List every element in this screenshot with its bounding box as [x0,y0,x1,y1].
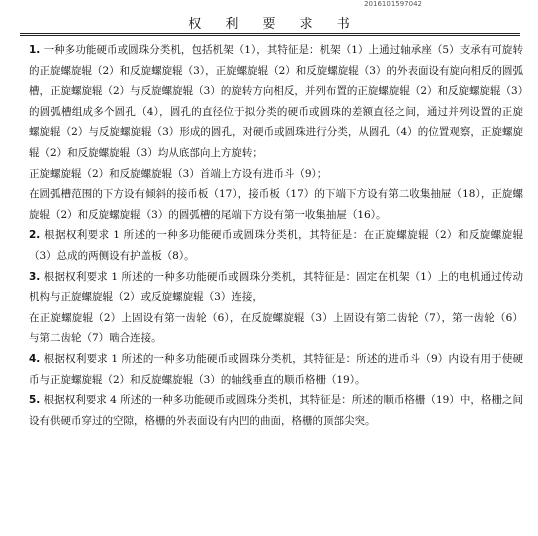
claim-number: 5. [29,394,41,407]
claim-5 [29,390,523,431]
claim-text: 在正旋螺旋辊（2）上固设有第一齿轮（6），在反旋螺旋辊（3）上固设有第二齿轮（7），第一齿轮（6）与第二齿轮（7）啮合连接。 [29,311,523,345]
claim-text: 根据权利要求 1 所述的一种多功能硬币或圆珠分类机，其特征是：所述的进币斗（9）内设有用于使硬币与正旋螺旋辊（2）和反旋螺旋辊（3）的轴线垂直的顺币格栅（19）。 [29,352,523,386]
claim-text: 一种多功能硬币或圆珠分类机，包括机架（1），其特征是：机架（1）上通过轴承座（5）支承有可旋转的正旋螺旋辊（2）和反旋螺旋辊（3），正旋螺旋辊（2）和反旋螺旋辊（3）的外表面设有旋向相反的圆弧槽，正旋螺旋辊（2）与反旋螺旋辊（3）的旋转方向相反，并列布置的正旋螺旋辊（2）和反旋螺旋辊（3）的圆弧槽组成多个圆孔（4），圆孔的直径位于拟分类的硬币或圆珠的差额直径之间，通过并列设置的正旋螺旋辊（2）与反旋螺旋辊（3）形成的圆孔，对硬币或圆珠进行分类，从圆孔（4）的位置观察，正旋螺旋辊（2）和反旋螺旋辊（3）均从底部向上方旋转； [29,44,523,159]
claim-1-paragraph-2 [29,164,523,185]
claim-text: 根据权利要求 1 所述的一种多功能硬币或圆珠分类机，其特征是：固定在机架（1）上的电机通过传动机构与正旋螺旋辊（2）或反旋螺旋辊（3）连接， [29,270,523,304]
claim-text: 在圆弧槽范围的下方设有倾斜的接币板（17），接币板（17）的下端下方设有第二收集抽屉（18），正旋螺旋辊（2）和反旋螺旋辊（3）的圆弧槽的尾端下方设有第一收集抽屉（16）。 [29,188,523,221]
title-divider-top [20,33,520,34]
claim-2 [29,225,523,266]
claim-1 [29,40,523,164]
claim-number: 4. [29,352,41,365]
claim-number: 2. [29,229,41,242]
document-number: 2016101597042 [364,0,422,8]
claim-1-paragraph-3 [29,184,523,225]
title-divider-bottom [20,35,520,36]
claim-number: 3. [29,270,41,283]
claim-text: 根据权利要求 4 所述的一种多功能硬币或圆珠分类机，其特征是：所述的顺币格栅（19）中，格栅之间设有供硬币穿过的空隙，格栅的外表面设有内凹的曲面，格栅的顶部尖突。 [29,394,523,427]
claim-3-paragraph-2 [29,308,523,349]
claim-3 [29,267,523,308]
claims-body [29,40,523,431]
claim-text: 根据权利要求 1 所述的一种多功能硬币或圆珠分类机，其特征是：在正旋螺旋辊（2）和反旋螺旋辊（3）总成的两侧设有护盖板（8）。 [29,229,523,262]
claim-4 [29,349,523,390]
claim-number: 1. [29,44,41,56]
page-title: 权 利 要 求 书 [188,17,360,32]
claim-text: 正旋螺旋辊（2）和反旋螺旋辊（3）首端上方设有进币斗（9）； [29,167,328,180]
